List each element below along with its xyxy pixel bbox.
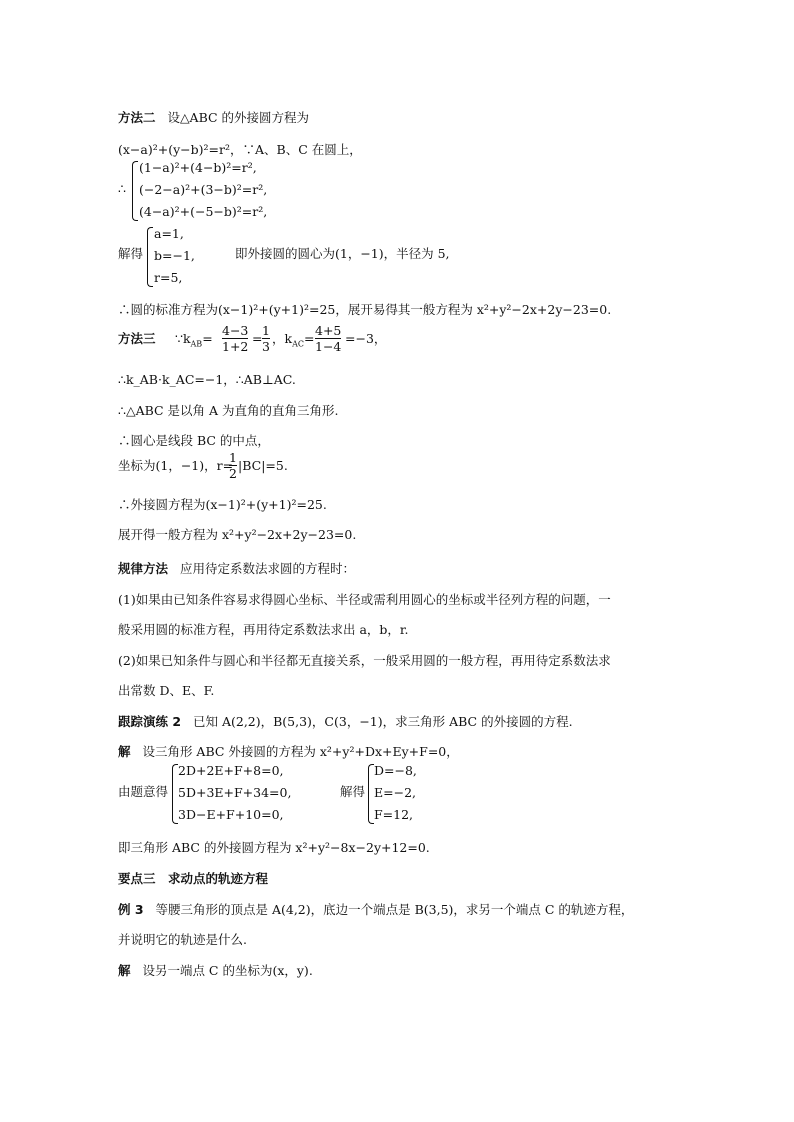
fraction-kab — [222, 323, 248, 354]
system-eq-3: (4−a)²+(−5−b)²=r², — [139, 204, 268, 219]
given-label: 由题意得 — [118, 784, 169, 799]
system-eq-1: (1−a)²+(4−b)²=r², — [139, 160, 257, 175]
example-solution-line — [118, 963, 313, 979]
perpendicular-line: ∴k_AB·k_AC=−1，∴AB⊥AC. — [118, 372, 296, 387]
practice-sol-e: E=−2, — [374, 785, 416, 800]
fraction-one-third — [262, 323, 270, 354]
therefore-symbol: ∴ — [118, 181, 126, 196]
practice-sol-d: D=−8, — [374, 763, 417, 778]
practice-line — [118, 714, 573, 730]
right-triangle-line: ∴△ABC 是以角 A 为直角的直角三角形. — [118, 403, 339, 418]
general-equation: 展开得一般方程为 x²+y²−2x+2y−23=0. — [118, 527, 357, 542]
rule-line — [118, 561, 355, 577]
solution-brace — [147, 227, 153, 287]
standard-equation: ∴圆的标准方程为(x−1)²+(y+1)²=25，展开易得其一般方程为 x²+y²−2x+2y−23=0. — [118, 302, 612, 317]
kac-sub: AC — [292, 339, 304, 349]
fraction-kac-den: 1−4 — [315, 339, 342, 354]
example-solution-text: 设另一端点 C 的坐标为(x，y). — [142, 963, 313, 978]
coordinate-tail: |BC|=5. — [238, 458, 288, 473]
midpoint-line: ∴圆心是线段 BC 的中点， — [118, 433, 270, 448]
practice-sol-f: F=12, — [374, 807, 414, 822]
practice-heading: 跟踪演练 2 — [118, 714, 182, 729]
practice-result: 即三角形 ABC 的外接圆方程为 x²+y²−8x−2y+12=0. — [118, 840, 430, 855]
kac-value: =−3， — [345, 331, 387, 346]
practice-eq-1: 2D+2E+F+8=0, — [178, 763, 284, 778]
rule-item-2a: (2)如果已知条件与圆心和半径都无直接关系，一般采用圆的一般方程，再用待定系数法求 — [118, 653, 611, 668]
example-line-1 — [118, 902, 633, 918]
equals-3: = — [303, 331, 315, 346]
practice-solve-label: 解得 — [340, 784, 366, 799]
equals-2: = — [252, 331, 263, 346]
circle-equation: ∴外接圆方程为(x−1)²+(y+1)²=25. — [118, 497, 327, 512]
practice-eq-2: 5D+3E+F+34=0, — [178, 785, 292, 800]
fraction-one-third-den: 3 — [262, 339, 270, 354]
rule-heading: 规律方法 — [118, 561, 169, 576]
method2-intro: 设△ABC 的外接圆方程为 — [167, 110, 310, 125]
fraction-kab-num: 4−3 — [222, 323, 249, 338]
practice-eq-3: 3D−E+F+10=0, — [178, 807, 284, 822]
center-radius-text: 即外接圆的圆心为(1，−1)，半径为 5, — [235, 246, 450, 261]
example-label: 例 3 — [118, 902, 144, 917]
rule-item-2b: 出常数 D、E、F. — [118, 683, 215, 698]
fraction-half — [229, 450, 237, 481]
method2-line — [118, 110, 309, 126]
system-brace — [132, 161, 138, 221]
kab-prefix: ∵k — [175, 331, 191, 346]
kab-label — [175, 331, 213, 353]
section-heading: 要点三 求动点的轨迹方程 — [118, 871, 269, 886]
solution-b: b=−1, — [154, 248, 195, 263]
rule-intro: 应用待定系数法求圆的方程时： — [179, 561, 355, 576]
system-eq-2: (−2−a)²+(3−b)²=r², — [139, 182, 268, 197]
fraction-kac-num: 4+5 — [315, 323, 342, 338]
practice-setup: 设三角形 ABC 外接圆的方程为 x²+y²+Dx+Ey+F=0， — [142, 744, 459, 759]
practice-setup-line — [118, 744, 459, 760]
solution-r: r=5, — [154, 270, 183, 285]
equals-1: = — [202, 331, 213, 346]
coordinate-prefix: 坐标为(1，−1)，r= — [118, 458, 234, 473]
fraction-half-num: 1 — [229, 450, 237, 465]
solution-label: 解 — [118, 744, 131, 759]
fraction-kab-den: 1+2 — [222, 339, 249, 354]
kab-sub: AB — [190, 339, 203, 349]
example-solution-label: 解 — [118, 963, 131, 978]
example-text-1: 等腰三角形的顶点是 A(4,2)，底边一个端点是 B(3,5)，求另一个端点 C 的轨迹方程， — [155, 902, 634, 917]
method2-heading: 方法二 — [118, 110, 156, 125]
fraction-kac — [315, 323, 341, 354]
kac-label — [272, 331, 314, 353]
rule-item-1b: 般采用圆的标准方程，再用待定系数法求出 a，b，r. — [118, 622, 409, 637]
kac-prefix: ，k — [272, 331, 293, 346]
example-text-2: 并说明它的轨迹是什么. — [118, 932, 247, 947]
method3-heading: 方法三 — [118, 331, 156, 346]
solve-label: 解得 — [118, 246, 144, 261]
practice-question: 已知 A(2,2)，B(5,3)，C(3，−1)，求三角形 ABC 的外接圆的方程. — [192, 714, 573, 729]
rule-item-1a: (1)如果由已知条件容易求得圆心坐标、半径或需利用圆心的坐标或半径列方程的问题，一 — [118, 592, 611, 607]
solution-a: a=1, — [154, 226, 184, 241]
fraction-half-den: 2 — [229, 466, 237, 481]
fraction-one-third-num: 1 — [262, 323, 270, 338]
method2-equation: (x−a)²+(y−b)²=r²，∵A、B、C 在圆上， — [118, 142, 362, 157]
